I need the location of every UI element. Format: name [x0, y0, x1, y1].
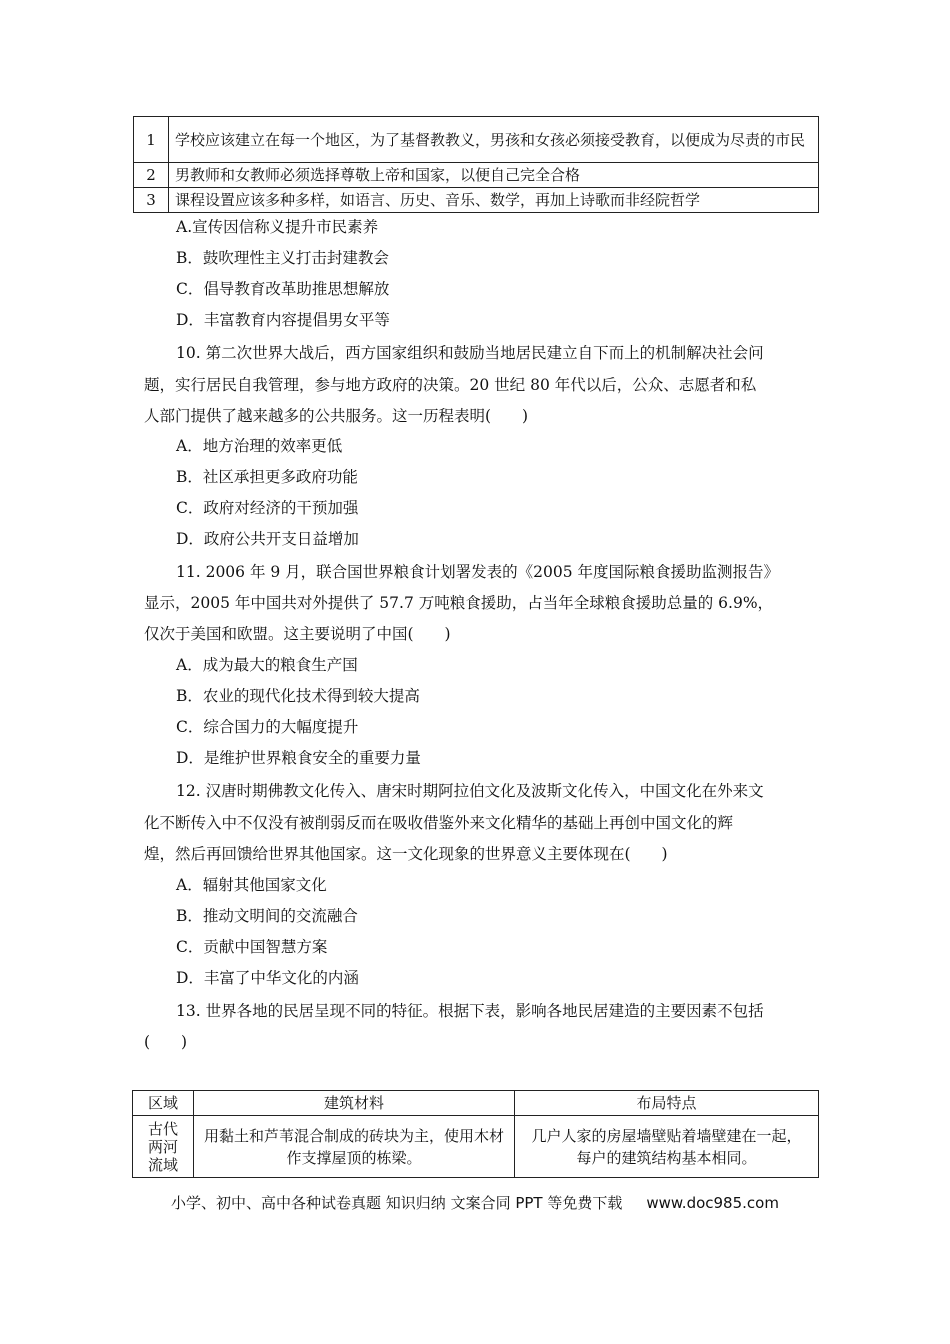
q12-stem-line-3: 煌，然后再回馈给世界其他国家。这一文化现象的世界意义主要体现在( ) [144, 845, 668, 863]
row-number: 1 [134, 117, 169, 163]
row-number: 2 [134, 163, 169, 188]
q13-stem-line-2: ( ) [144, 1033, 188, 1051]
table-header-row [133, 1091, 819, 1116]
q12-stem-line-1: 12. 汉唐时期佛教文化传入、唐宋时期阿拉伯文化及波斯文化传入，中国文化在外来文 [176, 782, 764, 800]
row-number: 3 [134, 188, 169, 213]
q11-stem-line-2: 显示，2005 年中国共对外提供了 57.7 万吨粮食援助，占当年全球粮食援助总量的 6.9%， [144, 594, 774, 612]
q10-option-d: D．政府公共开支日益增加 [176, 530, 359, 548]
q10-stem-line-1: 10. 第二次世界大战后，西方国家组织和鼓励当地居民建立自下而上的机制解决社会问 [176, 344, 764, 362]
q9-option-c: C．倡导教育改革助推思想解放 [176, 280, 390, 298]
q10-option-a: A．地方治理的效率更低 [176, 437, 343, 455]
footer-text: 小学、初中、高中各种试卷真题 知识归纳 文案合同 PPT 等免费下载 [171, 1194, 623, 1212]
q12-option-c: C．贡献中国智慧方案 [176, 938, 328, 956]
education-principles-table [133, 116, 819, 213]
q11-stem-line-1: 11. 2006 年 9 月，联合国世界粮食计划署发表的《2005 年度国际粮食援助监测报告》 [176, 563, 780, 581]
q12-option-d: D．丰富了中华文化的内涵 [176, 969, 359, 987]
table-row [134, 188, 819, 213]
row-text: 学校应该建立在每一个地区，为了基督教教义，男孩和女孩必须接受教育，以便成为尽责的市民 [169, 117, 819, 163]
q11-option-d: D．是维护世界粮食安全的重要力量 [176, 749, 421, 767]
q10-stem-line-2: 题，实行居民自我管理，参与地方政府的决策。20 世纪 80 年代以后，公众、志愿者和私 [144, 376, 757, 394]
header-layout: 布局特点 [515, 1091, 819, 1116]
region-line: 流域 [147, 1155, 178, 1174]
q9-option-a: A.宣传因信称义提升市民素养 [176, 218, 379, 236]
table-row [134, 163, 819, 188]
row-text: 男教师和女教师必须选择尊敬上帝和国家，以便自己完全合格 [169, 163, 819, 188]
q10-stem-line-3: 人部门提供了越来越多的公共服务。这一历程表明( ) [144, 407, 529, 425]
region-line: 两河 [147, 1137, 178, 1156]
q10-option-c: C．政府对经济的干预加强 [176, 499, 359, 517]
footer-site-link[interactable]: www.doc985.com [646, 1194, 779, 1212]
q11-option-c: C．综合国力的大幅度提升 [176, 718, 359, 736]
region-cell [133, 1116, 194, 1178]
q13-stem-line-1: 13. 世界各地的民居呈现不同的特征。根据下表，影响各地民居建造的主要因素不包括 [176, 1002, 764, 1020]
material-cell: 用黏土和芦苇混合制成的砖块为主，使用木材作支撑屋顶的栋梁。 [194, 1116, 515, 1178]
q10-option-b: B．社区承担更多政府功能 [176, 468, 358, 486]
row-text: 课程设置应该多种多样，如语言、历史、音乐、数学，再加上诗歌而非经院哲学 [169, 188, 819, 213]
header-region: 区域 [133, 1091, 194, 1116]
region-line: 古代 [147, 1119, 178, 1138]
q9-option-b: B．鼓吹理性主义打击封建教会 [176, 249, 389, 267]
page-footer [0, 1192, 950, 1213]
q12-stem-line-2: 化不断传入中不仅没有被削弱反而在吸收借鉴外来文化精华的基础上再创中国文化的辉 [144, 814, 734, 832]
q11-stem-line-3: 仅次于美国和欧盟。这主要说明了中国( ) [144, 625, 451, 643]
layout-cell: 几户人家的房屋墙壁贴着墙壁建在一起，每户的建筑结构基本相同。 [515, 1116, 819, 1178]
dwelling-comparison-table [132, 1090, 819, 1178]
header-material: 建筑材料 [194, 1091, 515, 1116]
q12-option-b: B．推动文明间的交流融合 [176, 907, 358, 925]
q9-option-d: D．丰富教育内容提倡男女平等 [176, 311, 390, 329]
q11-option-a: A．成为最大的粮食生产国 [176, 656, 358, 674]
table-row [133, 1116, 819, 1178]
table-row [134, 117, 819, 163]
q12-option-a: A．辐射其他国家文化 [176, 876, 327, 894]
q11-option-b: B．农业的现代化技术得到较大提高 [176, 687, 420, 705]
